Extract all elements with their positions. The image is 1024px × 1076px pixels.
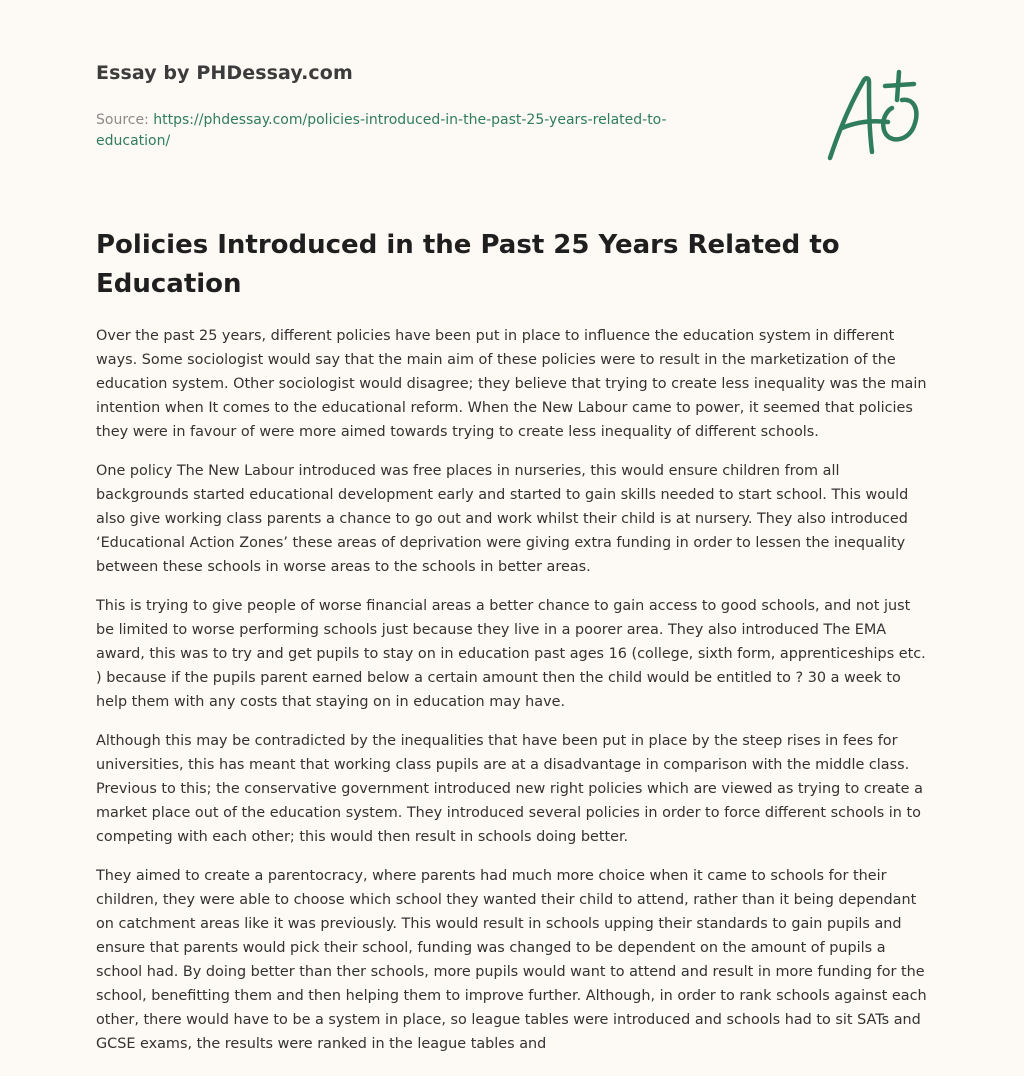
essay-body [96, 324, 928, 1071]
source-label: Source: [96, 111, 149, 128]
site-brand: Essay by PHDessay.com [96, 62, 353, 84]
essay-paragraph: Although this may be contradicted by the inequalities that have been put in place by the steep rises in fees for universities, this has meant that working class pupils are at a disadvantage in comparison with the middle class. Previous to this; the conservative government introduced new right policies which are viewed as trying to create a market place out of the education system. They introduced several policies in order to force different schools in to competing with each other; this would then result in schools doing better. [96, 733, 923, 845]
a-plus-logo-icon [822, 66, 932, 166]
essay-title: Policies Introduced in the Past 25 Years Related to Education [96, 230, 840, 299]
essay-paragraph: One policy The New Labour introduced was free places in nurseries, this would ensure children from all backgrounds started educational development early and started to gain skills needed to start school. This would also give working class parents a chance to go out and work whilst their child is at nursery. They also introduced ‘Educational Action Zones’ these areas of deprivation were giving extra funding in order to lessen the inequality between these schools in worse areas to the schools in better areas. [96, 463, 909, 575]
essay-paragraph: They aimed to create a parentocracy, where parents had much more choice when it came to schools for their children, they were able to choose which school they wanted their child to attend, rather than it being dependant on catchment areas like it was previously. This would result in schools upping their standards to gain pupils and ensure that parents would pick their school, funding was changed to be dependent on the amount of pupils a school had. By doing better than ther schools, more pupils would want to attend and result in more funding for the school, benefitting them and then helping them to improve further. Although, in order to rank schools against each other, there would have to be a system in place, so league tables were introduced and schools had to sit SATs and GCSE exams, the results were ranked in the league tables and [96, 868, 927, 1052]
essay-paragraph: This is trying to give people of worse financial areas a better chance to gain access to good schools, and not just be limited to worse performing schools just because they live in a poorer area. They also introduced The EMA award, this was to try and get pupils to stay on in education past ages 16 (college, sixth form, apprenticeships etc. ) because if the pupils parent earned below a certain amount then the child would be entitled to ? 30 a week to help them with any costs that staying on in education may have. [96, 598, 926, 710]
source-link[interactable]: https://phdessay.com/policies-introduced-in-the-past-25-years-related-to-education/ [96, 111, 667, 150]
source-line [96, 110, 736, 153]
essay-paragraph: Over the past 25 years, different policies have been put in place to influence the education system in different ways. Some sociologist would say that the main aim of these policies were to result in the marketization of the education system. Other sociologist would disagree; they believe that trying to create less inequality was the main intention when It comes to the educational reform. When the New Labour came to power, it seemed that policies they were in favour of were more aimed towards trying to create less inequality of different schools. [96, 328, 927, 440]
document-header [96, 62, 928, 153]
